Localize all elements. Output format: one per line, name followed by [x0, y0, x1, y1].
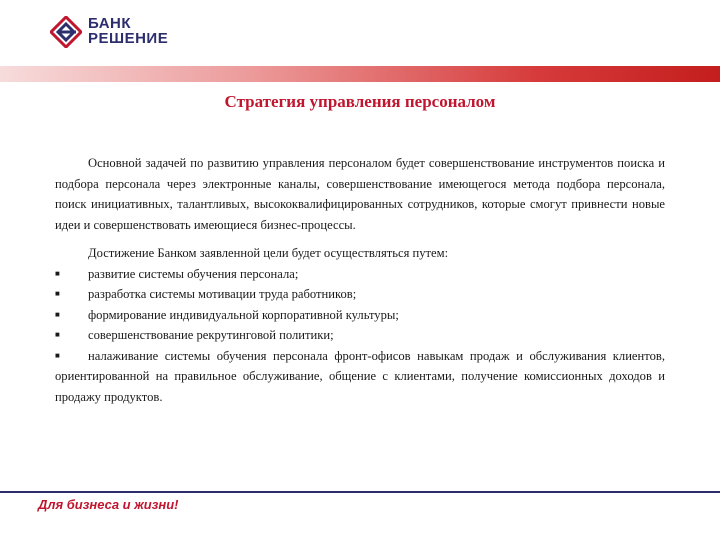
list-item-text: формирование индивидуальной корпоративной культуры;: [88, 307, 399, 322]
bank-logo: [50, 14, 210, 50]
footer-slogan: Для бизнеса и жизни!: [38, 497, 179, 512]
slide-title: Стратегия управления персоналом: [224, 92, 496, 111]
bullet-square-icon: ■: [55, 268, 60, 278]
lead-paragraph: Достижение Банком заявленной цели будет осуществляться путем:: [88, 246, 449, 260]
list-item-text: совершенствование рекрутинговой политики;: [88, 328, 334, 342]
logo-line-2: РЕШЕНИЕ: [88, 30, 169, 47]
list-item: [55, 346, 665, 408]
bullet-square-icon: ■: [55, 309, 60, 319]
list-item: [55, 264, 665, 285]
slide-content: [55, 153, 665, 407]
logo-wordmark: [88, 16, 168, 46]
bullet-square-icon: ■: [55, 330, 60, 339]
list-item: [55, 305, 665, 326]
bank-emblem-icon: [50, 16, 82, 48]
header-band: [0, 66, 720, 82]
footer-divider: [0, 491, 720, 493]
list-item-text: разработка системы мотивации труда работников;: [88, 287, 357, 301]
list-item: [55, 325, 665, 346]
intro-paragraph: Основной задачей по развитию управления персоналом будет совершенствование инструментов поиска и подбора персонала через электронные каналы, совершенствование имеющегося метода подбора персонала, поиск инициативных, талантливых, высококвалифицированных сотрудников, которые смогут привнести новые идеи и совершенствовать имеющиеся бизнес-процессы.: [55, 156, 665, 232]
bullet-square-icon: ■: [55, 289, 60, 298]
list-item-text: развитие системы обучения персонала;: [88, 266, 299, 281]
bullet-square-icon: ■: [55, 350, 60, 360]
logo-line-1: БАНК: [88, 15, 132, 32]
strategy-list: [55, 264, 665, 408]
list-item: [55, 284, 665, 305]
list-item-text: налаживание системы обучения персонала фронт-офисов навыкам продаж и обслуживания клиентов, ориентированной на правильное обслуживание, общение с клиентами, получение комиссионных доходов и продажу продуктов.: [55, 348, 665, 404]
